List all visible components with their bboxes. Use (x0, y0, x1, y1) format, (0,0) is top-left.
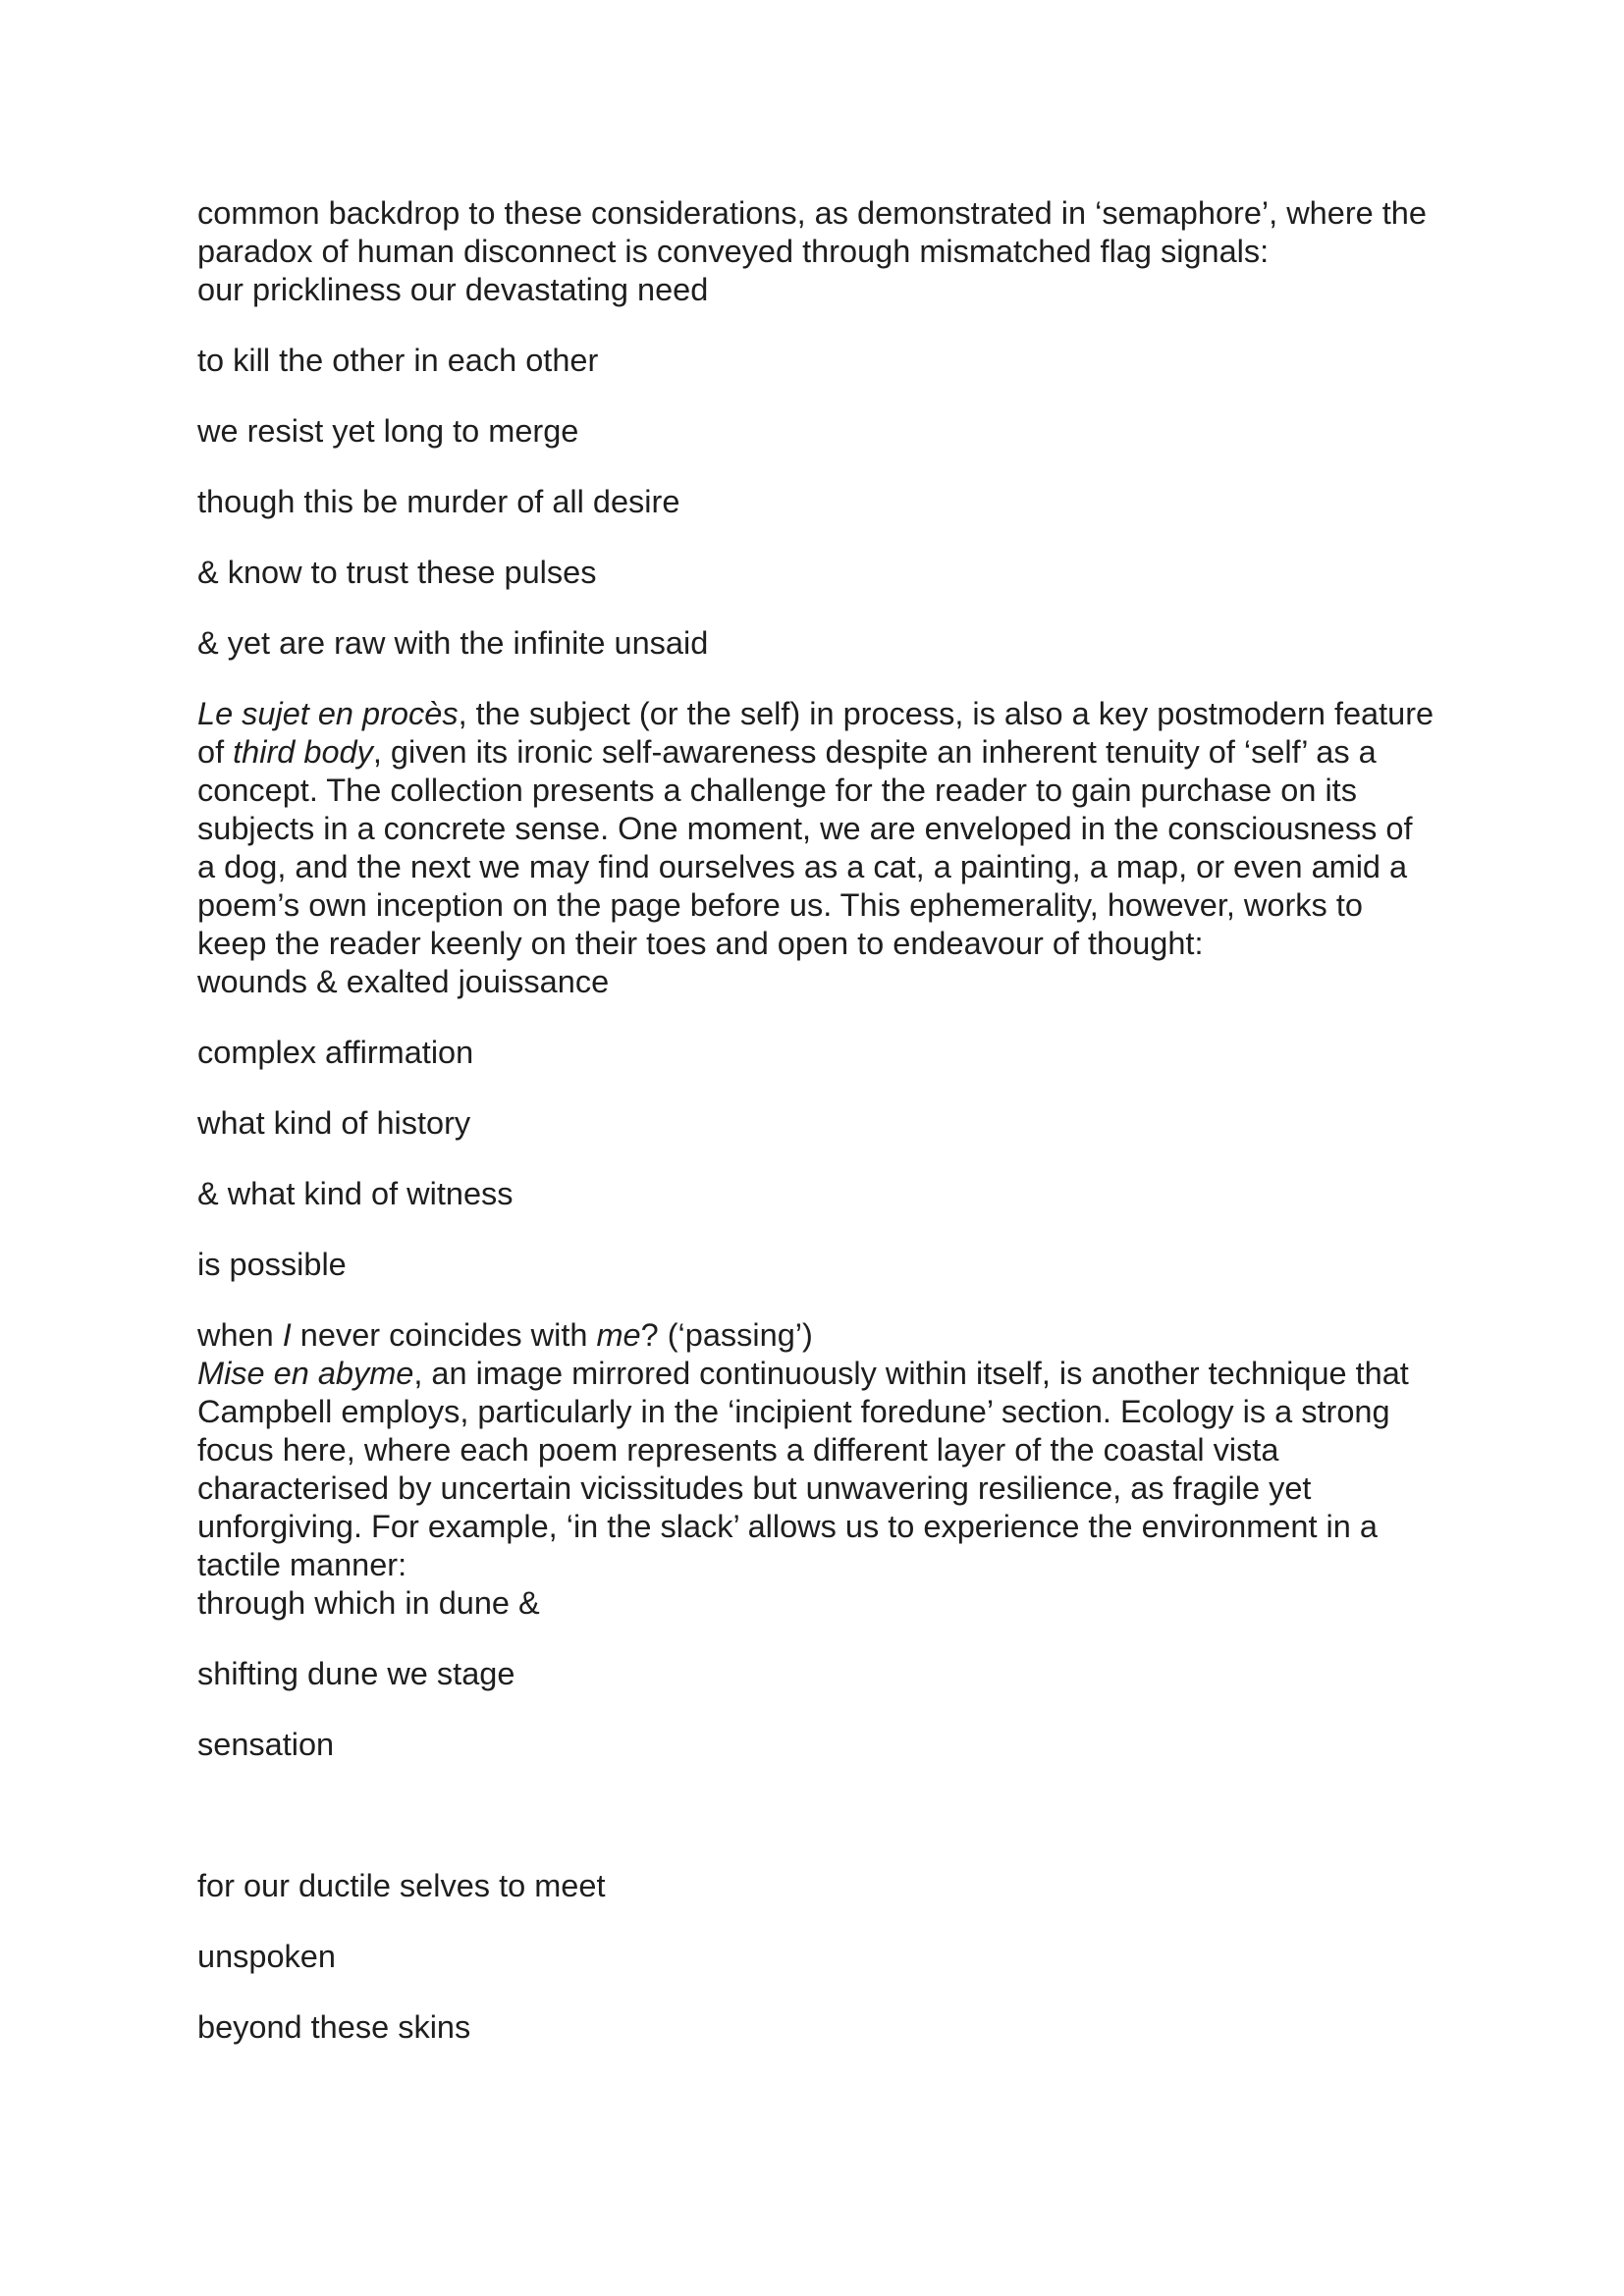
poem-italic: I (282, 1317, 292, 1353)
poem-line: is possible (197, 1247, 347, 1282)
poem-line-citation (197, 1316, 1435, 1355)
poem-text: never coincides with (291, 1317, 597, 1353)
poem-line: & know to trust these pulses (197, 555, 597, 590)
italic-term: Le sujet en procès (197, 696, 459, 731)
document-page (197, 194, 1435, 2079)
poem-line: complex affirmation (197, 1035, 474, 1070)
poem-line: we resist yet long to merge (197, 413, 579, 449)
poem-line: wounds & exalted jouissance (197, 964, 610, 999)
poem-text: when (197, 1317, 283, 1353)
poem-line: & what kind of witness (197, 1176, 514, 1211)
prose-paragraph-sujet-en-proces (197, 695, 1435, 963)
prose-text: , the subject (or the self) in process, is also a key postmodern feature of (197, 696, 1435, 770)
poem-line: sensation (197, 1727, 335, 1762)
poem-line: & yet are raw with the infinite unsaid (197, 625, 709, 661)
poem-line: what kind of history (197, 1105, 471, 1141)
poem-italic: me (596, 1317, 641, 1353)
prose-text: , given its ironic self-awareness despite an inherent tenuity of ‘self’ as a concept. The collection presents a challenge for the reader to gain purchase on its subjects in a concrete sense. One moment, we are enveloped in the consciousness of a dog, and the next we may find ourselves as a cat, a painting, a map, or even amid a poem’s own inception on the page before us. This ephemerality, however, works to keep the reader keenly on their toes and open to endeavour of thought: (197, 734, 1413, 961)
stanza-break (197, 1796, 1435, 1867)
poem-excerpt-in-the-slack (197, 1584, 1435, 2047)
poem-line: our prickliness our devastating need (197, 272, 709, 307)
poem-line: to kill the other in each other (197, 343, 599, 378)
poem-citation: ? (‘passing’) (640, 1317, 813, 1353)
poem-line: through which in dune & (197, 1585, 540, 1621)
book-title: third body (233, 734, 373, 770)
prose-text: , an image mirrored continuously within itself, is another technique that Campbell employs, particularly in the ‘incipient foredune’ section. Ecology is a strong focus here, where each poem represents a different layer of the coastal vista characterised by uncertain vicissitudes but unwavering resilience, as fragile yet unforgiving. For example, ‘in the slack’ allows us to experience the environment in a tactile manner: (197, 1356, 1409, 1582)
poem-line: beyond these skins (197, 2009, 471, 2045)
prose-paragraph-mise-en-abyme (197, 1355, 1435, 1584)
poem-excerpt-semaphore (197, 271, 1435, 663)
poem-line: unspoken (197, 1939, 336, 1974)
prose-paragraph-semaphore: common backdrop to these considerations, as demonstrated in ‘semaphore’, where the paradox of human disconnect is conveyed through mismatched flag signals: (197, 195, 1427, 269)
poem-line: shifting dune we stage (197, 1656, 515, 1691)
italic-term: Mise en abyme (197, 1356, 414, 1391)
poem-excerpt-passing (197, 963, 1435, 1355)
poem-line: though this be murder of all desire (197, 484, 680, 519)
poem-line: for our ductile selves to meet (197, 1868, 606, 1903)
